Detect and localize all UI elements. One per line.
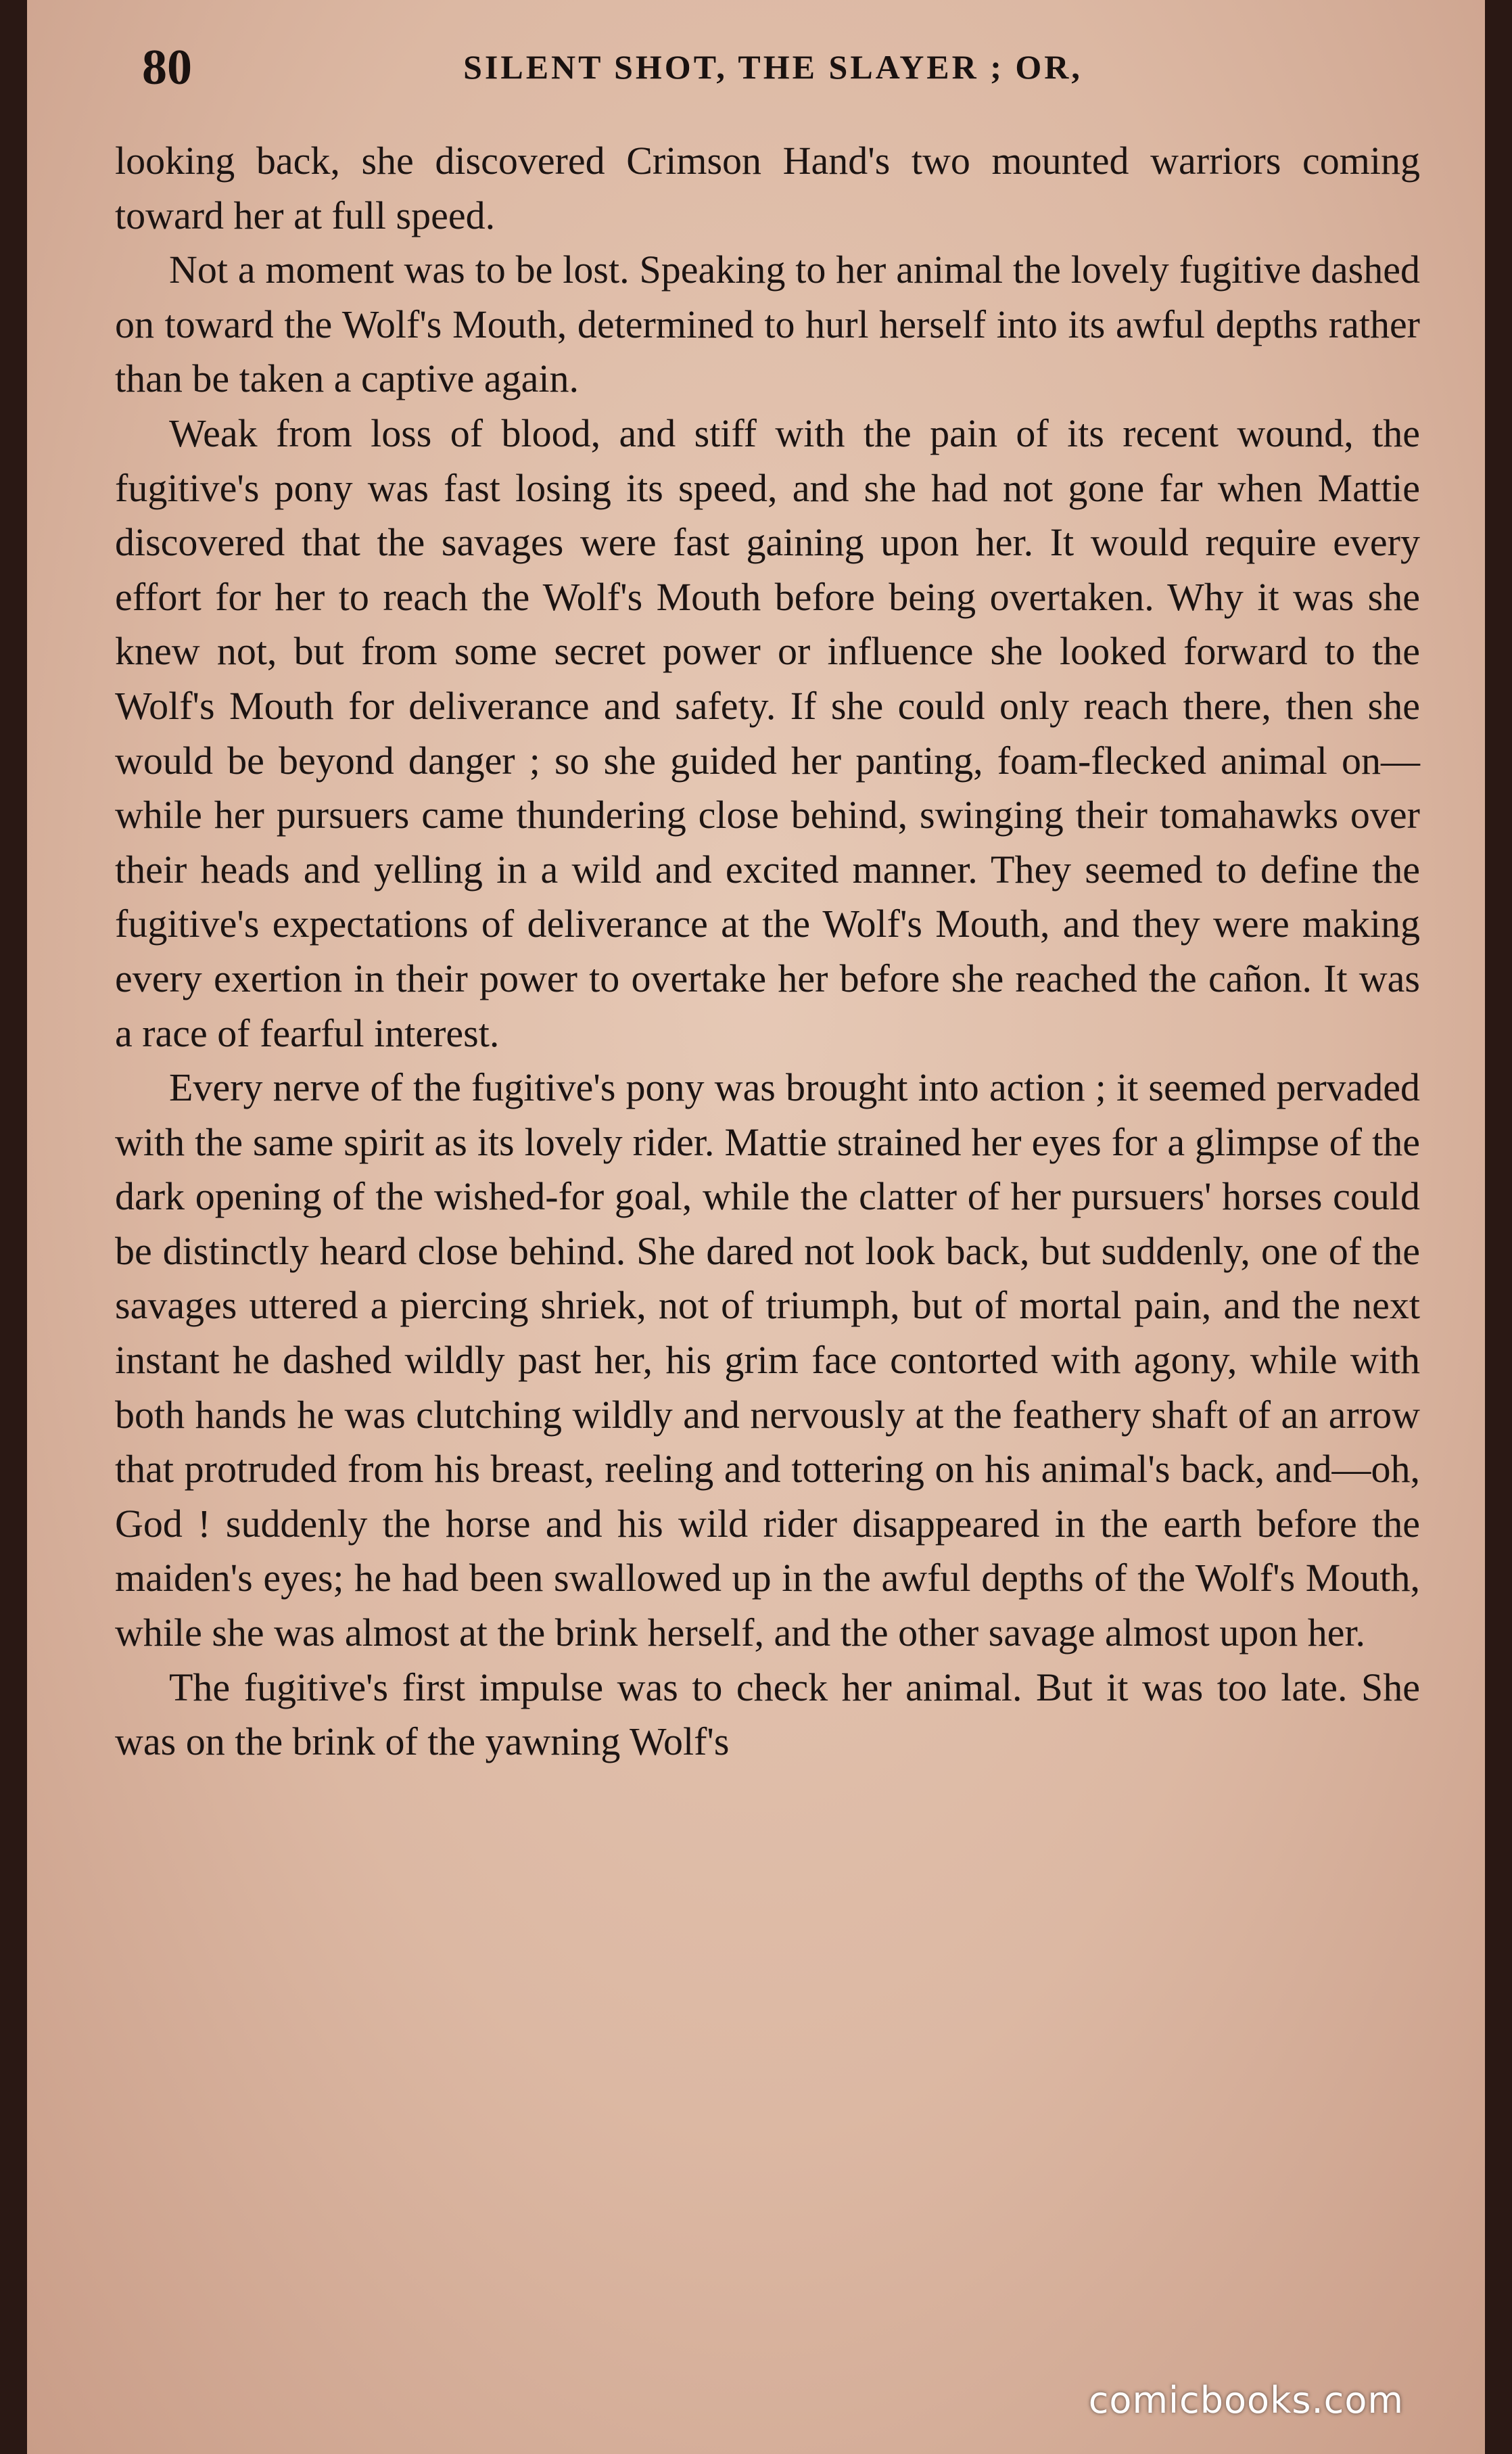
watermark: comicbooks.com (1088, 2379, 1404, 2422)
paragraph: The fugitive's first impulse was to check her animal. But it was too late. She was on the brink of the yawning Wolf's (115, 1665, 1420, 1764)
running-head (115, 39, 1431, 100)
book-page (27, 0, 1485, 2454)
paragraph: Every nerve of the fugitive's pony was brought into action ; it seemed pervaded with the same spirit as its lovely rider. Mattie strained her eyes for a glimpse of the dark opening of the wished-for goal, while the clatter of her pursuers' horses could be distinctly heard close behind. She dared not look back, but suddenly, one of the savages uttered a piercing shriek, not of triumph, but of mortal pain, and the next instant he dashed wildly past her, his grim face contorted with agony, while with both hands he was clutching wildly and nervously at the feathery shaft of an arrow that protruded from his breast, reeling and tottering on his animal's back, and—oh, God ! suddenly the horse and his wild rider disappeared in the earth before the maiden's eyes; he had been swallowed up in the awful depths of the Wolf's Mouth, while she was almost at the brink herself, and the other savage almost upon her. (115, 1065, 1420, 1655)
paragraph: Not a moment was to be lost. Speaking to her animal the lovely fugitive dashed on toward the Wolf's Mouth, determined to hurl herself into its awful depths rather than be taken a captive again. (115, 248, 1420, 401)
paragraph-continuation: looking back, she discovered Crimson Hand's two mounted warriors coming toward her at full speed. (115, 139, 1420, 237)
paragraph: Weak from loss of blood, and stiff with the pain of its recent wound, the fugitive's pony was fast losing its speed, and she had not gone far when Mattie discovered that the savages were fast gaining upon her. It would require every effort for her to reach the Wolf's Mouth before being overtaken. Why it was she knew not, but from some secret power or influence she looked forward to the Wolf's Mouth for deliverance and safety. If she could only reach there, then she would be beyond danger ; so she guided her panting, foam-flecked animal on—while her pursuers came thundering close behind, swinging their tomahawks over their heads and yelling in a wild and excited manner. They seemed to define the fugitive's expectations of deliverance at the Wolf's Mouth, and they were making every exertion in their power to overtake her before she reached the cañon. It was a race of fearful interest. (115, 411, 1420, 1055)
page-number: 80 (142, 40, 192, 95)
running-title: SILENT SHOT, THE SLAYER ; OR, (463, 48, 1083, 86)
body-text (115, 134, 1420, 1769)
